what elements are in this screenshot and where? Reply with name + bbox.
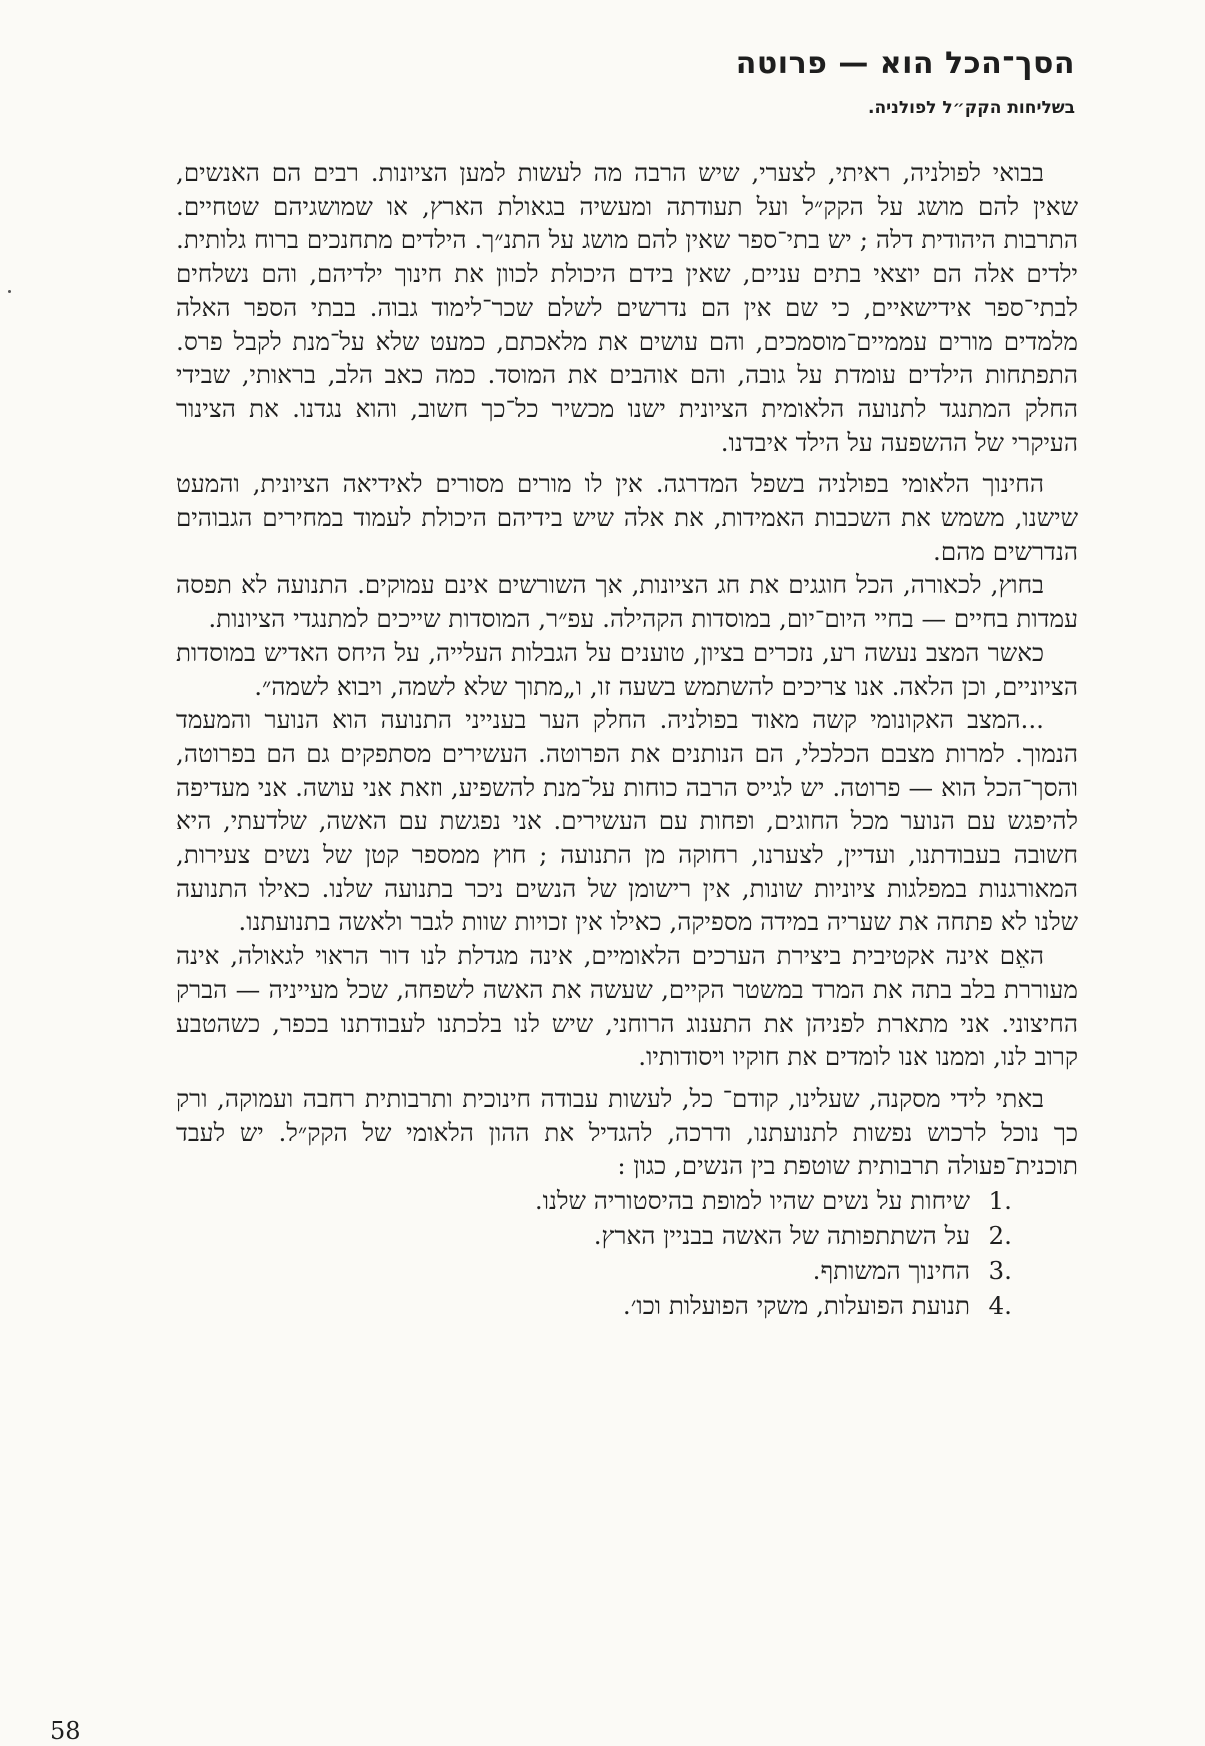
list-item-number: 1. bbox=[988, 1186, 1012, 1216]
paragraph: בחוץ, לכאורה, הכל חוגגים את חג הציונות, אך השורשים אינם עמוקים. התנועה לא תפסה עמדות בחיים — בחיי היום־יום, במוסדות הקהילה. עפ״ר, המוסדות שייכים למתנגדי הציונות. bbox=[176, 570, 1078, 634]
list-item-number: 4. bbox=[988, 1291, 1012, 1321]
list-item-text: תנועת הפועלות, משקי הפועלות וכו׳. bbox=[622, 1291, 970, 1321]
list-item-text: על השתתפותה של האשה בבניין הארץ. bbox=[593, 1221, 970, 1251]
margin-speck bbox=[8, 290, 11, 293]
numbered-list bbox=[176, 1183, 1078, 1323]
list-item bbox=[176, 1183, 1078, 1218]
article-subtitle: בשליחות הקק״ל לפולניה. bbox=[867, 98, 1075, 118]
page-number: 58 bbox=[50, 1717, 81, 1745]
paragraph: בבואי לפולניה, ראיתי, לצערי, שיש הרבה מה לעשות למען הציונות. רבים הם האנשים, שאין להם מושג על הקק״ל ועל תעודתה ומעשיה בגאולת הארץ, או שמושגיהם שטחיים. התרבות היהודית דלה ; יש בתי־ספר שאין להם מושג על התנ״ך. הילדים מתחנכים ברוח גלותית. ילדים אלה הם יוצאי בתים עניים, שאין בידם היכולת לכוון את חינוך ילדיהם, והם נשלחים לבתי־ספר אידישאיים, כי שם אין הם נדרשים לשלם שכר־לימוד גבוה. בבתי הספר האלה מלמדים מורים עממיים־מוסמכים, והם עושים את מלאכתם, כמעט שלא על־מנת לקבל פרס. התפתחות הילדים עומדת על גובה, והם אוהבים את המוסד. כמה כאב הלב, בראותי, שבידי החלק המתנגד לתנועה הלאומית הציונית ישנו מכשיר כל־כך חשוב, והוא נגדנו. את הצינור העיקרי של ההשפעה על הילד איבדנו. bbox=[176, 158, 1078, 457]
list-item-text: החינוך המשותף. bbox=[812, 1256, 970, 1286]
article-body bbox=[176, 156, 1078, 1323]
list-item bbox=[176, 1253, 1078, 1288]
paragraph: החינוך הלאומי בפולניה בשפל המדרגה. אין לו מורים מסורים לאידיאה הציונית, והמעט שישנו, משמש את השכבות האמידות, את אלה שיש בידיהם היכולת לעמוד במחירים הגבוהים הנדרשים מהם. bbox=[176, 469, 1078, 566]
article-title: הסך־הכל הוא — פרוטה bbox=[735, 46, 1075, 81]
list-item bbox=[176, 1218, 1078, 1253]
list-item-number: 3. bbox=[988, 1256, 1012, 1286]
list-item-text: שיחות על נשים שהיו למופת בהיסטוריה שלנו. bbox=[534, 1186, 970, 1216]
paragraph: האֵם אינה אקטיבית ביצירת הערכים הלאומיים, אינה מגדלת לנו דור הראוי לגאולה, אינה מעוררת בלב בתה את המרד במשטר הקיים, שעשה את האשה לשפחה, שכל מעייניה — הברק החיצוני. אני מתארת לפניהן את התענוג הרוחני, שיש לנו בלכתנו לעבודתנו בכפר, כשהטבע קרוב לנו, וממנו אנו לומדים את חוקיו ויסודותיו. bbox=[176, 941, 1078, 1072]
paragraph: באתי לידי מסקנה, שעלינו, קודם־ כל, לעשות עבודה חינוכית ותרבותית רחבה ועמוקה, ורק כך נוכל לרכוש נפשות לתנועתנו, ודרכה, להגדיל את ההון הלאומי של הקק״ל. יש לעבד תוכנית־פעולה תרבותית שוטפת בין הנשים, כגון : bbox=[176, 1083, 1078, 1181]
paragraph: ...המצב האקונומי קשה מאוד בפולניה. החלק הער בענייני התנועה הוא הנוער והמעמד הנמוך. למרות מצבם הכלכלי, הם הנותנים את הפרוטה. העשירים מסתפקים גם הם בפרוטה, והסך־הכל הוא — פרוטה. יש לגייס הרבה כוחות על־מנת להשפיע, וזאת אני עושה. אני מעדיפה להיפגש עם הנוער מכל החוגים, ופחות עם העשירים. אני נפגשת עם האשה, שלדעתי, היא חשובה בעבודתנו, ועדיין, לצערנו, רחוקה מן התנועה ; חוץ ממספר קטן של נשים צעירות, המאורגנות במפלגות ציוניות שונות, אין רישומן של הנשים ניכר בתנועה שלנו. כאילו התנועה שלנו לא פתחה את שעריה במידה מספיקה, כאילו אין זכויות שוות לגבר ולאשה בתנועתנו. bbox=[176, 705, 1078, 937]
list-item bbox=[176, 1288, 1078, 1323]
list-item-number: 2. bbox=[988, 1221, 1012, 1251]
paragraph: כאשר המצב נעשה רע, נזכרים בציון, טוענים על הגבלות העלייה, על היחס האדיש במוסדות הציוניים, וכן הלאה. אנו צריכים להשתמש בשעה זו, ו„מתוך שלא לשמה, ויבוא לשמה״. bbox=[176, 637, 1078, 701]
